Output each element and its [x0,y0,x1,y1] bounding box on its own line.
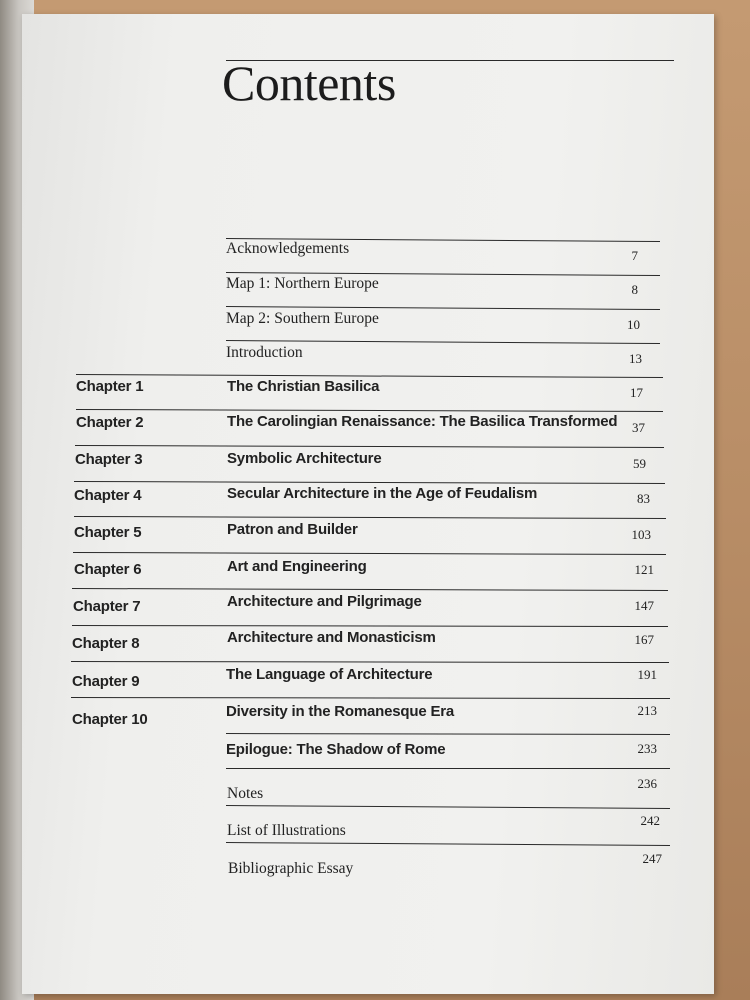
chapter-label: Chapter 5 [74,524,142,541]
toc-entry-introduction: Introduction [226,344,303,361]
page-number: 13 [629,351,642,366]
page-number: 121 [634,562,654,577]
page-number: 103 [631,527,651,542]
page-number: 37 [632,420,645,435]
page-number: 17 [630,385,643,400]
page-number: 59 [633,456,646,471]
toc-entry-map-2-southern-europe: Map 2: Southern Europe [226,310,379,327]
toc-entry-art-and-engineering: Art and Engineering [227,558,367,575]
toc-entry-architecture-and-monasticism: Architecture and Monasticism [227,629,436,646]
chapter-label: Chapter 7 [73,598,141,615]
page-number: 233 [637,741,657,756]
toc-entry-the-christian-basilica: The Christian Basilica [227,378,380,395]
toc-entry-symbolic-architecture: Symbolic Architecture [227,450,382,467]
toc-entry-map-1-northern-europe: Map 1: Northern Europe [226,275,379,292]
page-number: 242 [640,813,660,828]
toc-entry-notes: Notes [227,785,264,802]
page-number: 8 [631,282,638,297]
toc-entry-diversity-in-the-romanesque-era: Diversity in the Romanesque Era [226,703,455,720]
toc-entry-secular-architecture-in-the-age-of-feudalism: Secular Architecture in the Age of Feudalism [227,485,538,502]
page-title: Contents [222,55,396,111]
toc-entry-the-carolingian-renaissance-the-basilica-transformed: The Carolingian Renaissance: The Basilica Transformed [227,413,618,430]
chapter-label: Chapter 4 [74,487,142,504]
page-number: 236 [637,776,657,791]
toc-entry-patron-and-builder: Patron and Builder [227,521,358,538]
toc-entry-acknowledgements: Acknowledgements [226,240,350,257]
page-number: 247 [642,851,662,866]
chapter-label: Chapter 9 [72,673,140,690]
toc-entry-list-of-illustrations: List of Illustrations [227,822,346,839]
page-number: 213 [637,703,657,718]
page-number: 10 [627,317,640,332]
page-number: 83 [637,491,650,506]
page-number: 167 [634,632,654,647]
page-number: 191 [637,667,657,682]
chapter-label: Chapter 8 [72,635,140,652]
toc-rule [226,768,670,769]
chapter-label: Chapter 2 [76,414,144,431]
toc-entry-the-language-of-architecture: The Language of Architecture [226,666,433,683]
toc-entry-architecture-and-pilgrimage: Architecture and Pilgrimage [227,593,422,610]
toc-entry-bibliographic-essay: Bibliographic Essay [228,860,354,877]
chapter-label: Chapter 3 [75,451,143,468]
chapter-label: Chapter 10 [72,711,148,728]
chapter-label: Chapter 6 [74,561,142,578]
page-number: 147 [634,598,654,613]
toc-entry-epilogue-the-shadow-of-rome: Epilogue: The Shadow of Rome [226,741,446,758]
chapter-label: Chapter 1 [76,378,144,395]
page-number: 7 [631,248,638,263]
